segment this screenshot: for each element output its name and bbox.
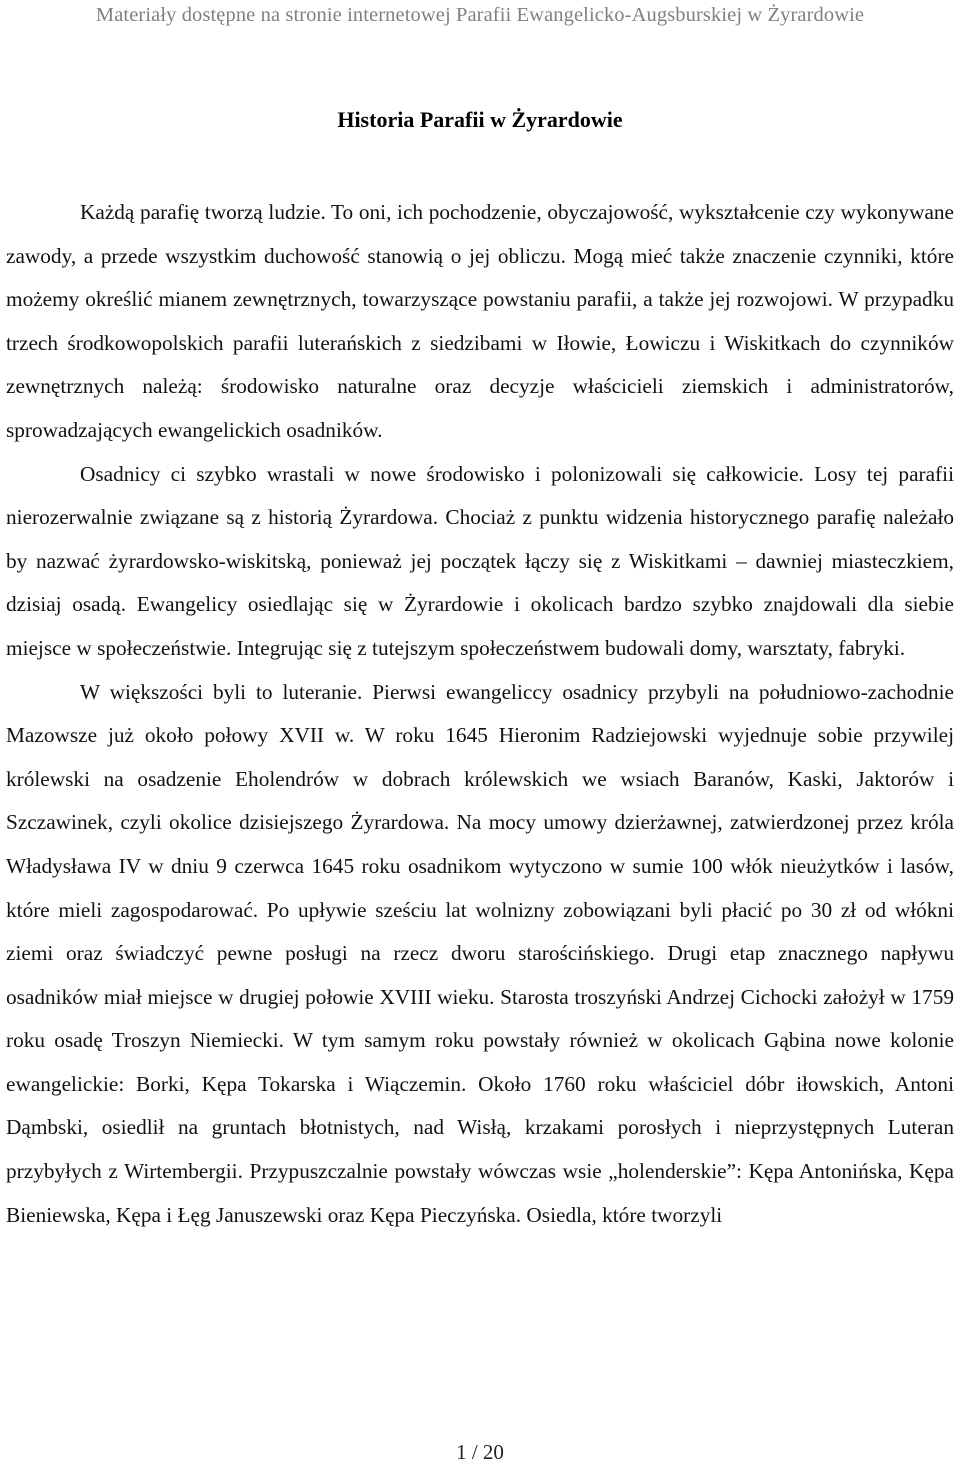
page-number: 1 / 20 [456, 1440, 504, 1464]
document-body [6, 191, 954, 1237]
paragraph-3: W większości byli to luteranie. Pierwsi ewangeliccy osadnicy przybyli na południowo-zachodnie Mazowsze już około połowy XVII w. W roku 1645 Hieronim Radziejowski wyjednuje sobie przywilej królewski na osadzenie Eholendrów w dobrach królewskich we wsiach Baranów, Kaski, Jaktorów i Szczawinek, czyli okolice dzisiejszego Żyrardowa. Na mocy umowy dzierżawnej, zatwierdzonej przez króla Władysława IV w dniu 9 czerwca 1645 roku osadnikom wytyczono w sumie 100 włók nieużytków i lasów, które mieli zagospodarować. Po upływie sześciu lat wolnizny zobowiązani byli płacić po 30 zł od włókni ziemi oraz świadczyć pewne posługi na rzecz dworu starościńskiego. Drugi etap znacznego napływu osadników miał miejsce w drugiej połowie XVIII wieku. Starosta troszyński Andrzej Cichocki założył w 1759 roku osadę Troszyn Niemiecki. W tym samym roku powstały również w okolicach Gąbina nowe kolonie ewangelickie: Borki, Kępa Tokarska i Wiączemin. Około 1760 roku właściciel dóbr iłowskich, Antoni Dąmbski, osiedlił na gruntach błotnistych, nad Wisłą, krzakami porosłych i nieprzystępnych Luteran przybyłych z Wirtembergii. Przypuszczalnie powstały wówczas wsie „holenderskie”: Kępa Antonińska, Kępa Bieniewska, Kępa i Łęg Januszewski oraz Kępa Pieczyńska. Osiedla, które tworzyli [6, 679, 954, 1227]
paragraph-1: Każdą parafię tworzą ludzie. To oni, ich pochodzenie, obyczajowość, wykształcenie czy wykonywane zawody, a przede wszystkim duchowość stanowią o jej obliczu. Mogą mieć także znaczenie czynniki, które możemy określić mianem zewnętrznych, towarzyszące powstaniu parafii, a także jej rozwojowi. W przypadku trzech środkowopolskich parafii luterańskich z siedzibami w Iłowie, Łowiczu i Wiskitkach do czynników zewnętrznych należą: środowisko naturalne oraz decyzje właścicieli ziemskich i administratorów, sprowadzających ewangelickich osadników. [6, 200, 954, 442]
page-header: Materiały dostępne na stronie internetowej Parafii Ewangelicko-Augsburskiej w Żyrardowie [95, 4, 865, 26]
paragraph-2: Osadnicy ci szybko wrastali w nowe środowisko i polonizowali się całkowicie. Losy tej parafii nierozerwalnie związane są z historią Żyrardowa. Chociaż z punktu widzenia historycznego parafię należało by nazwać żyrardowsko-wiskitską, ponieważ jej początek łączy się z Wiskitkami – dawniej miasteczkiem, dzisiaj osadą. Ewangelicy osiedlając się w Żyrardowie i okolicach bardzo szybko znajdowali dla siebie miejsce w społeczeństwie. Integrując się z tutejszym społeczeństwem budowali domy, warsztaty, fabryki. [6, 461, 954, 660]
document-title: Historia Parafii w Żyrardowie [337, 107, 623, 132]
